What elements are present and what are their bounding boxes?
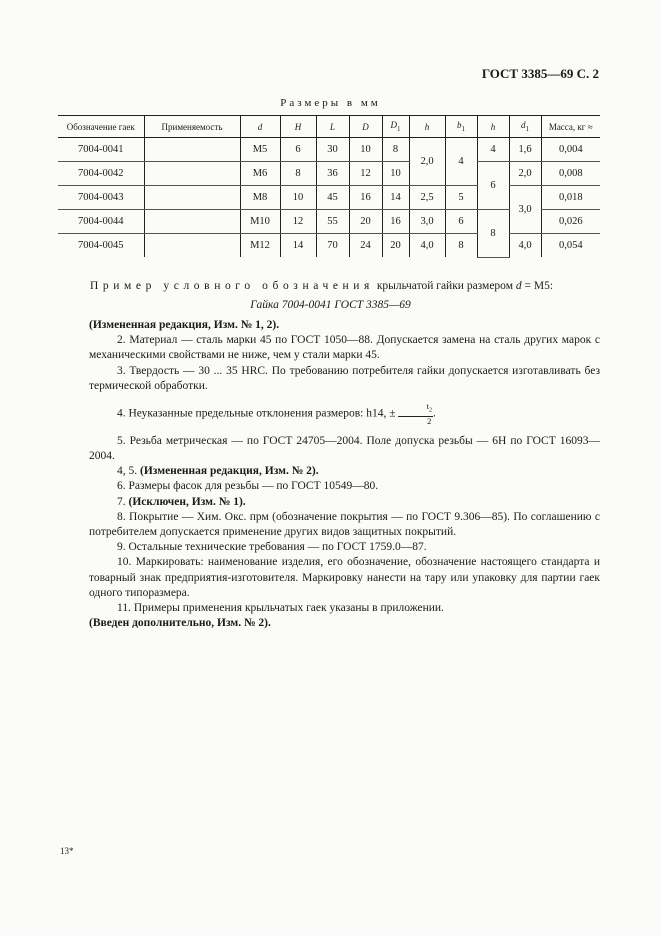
cell-d: M5 bbox=[240, 138, 280, 162]
cell-H: 12 bbox=[280, 210, 316, 234]
col-D1-sub: 1 bbox=[397, 124, 401, 133]
cell-b1: 6 bbox=[445, 210, 477, 234]
cell-h-second: 4 bbox=[477, 138, 509, 162]
example-designation: Гайка 7004-0041 ГОСТ 3385—69 bbox=[250, 299, 411, 311]
paragraph-4-text: 4. Неуказанные предельные отклонения размеров: h14, ± bbox=[117, 407, 396, 420]
table-header-row bbox=[58, 116, 600, 138]
cell-mass: 0,004 bbox=[541, 138, 600, 162]
paragraph-9: 9. Остальные технические требования — по ГОСТ 1759.0—87. bbox=[117, 541, 427, 554]
cell-D: 10 bbox=[349, 138, 382, 162]
cell-mass: 0,018 bbox=[541, 186, 600, 210]
col-H: H bbox=[280, 116, 316, 138]
paragraph-4-end: . bbox=[432, 407, 436, 420]
cell-applicability bbox=[144, 162, 240, 186]
paragraph-3: 3. Твердость — 30 ... 35 HRC. По требованию потребителя гайки допускается изготавливать без термической обработки. bbox=[89, 364, 600, 392]
cell-b1: 5 bbox=[445, 186, 477, 210]
cell-applicability bbox=[144, 186, 240, 210]
added-note: (Введен дополнительно, Изм. № 2). bbox=[89, 617, 271, 630]
cell-mass: 0,054 bbox=[541, 234, 600, 258]
cell-L: 55 bbox=[316, 210, 349, 234]
cell-D1: 10 bbox=[382, 162, 409, 186]
paragraph-6: 6. Размеры фасок для резьбы — по ГОСТ 10549—80. bbox=[117, 480, 379, 493]
col-d: d bbox=[240, 116, 280, 138]
cell-d1: 3,0 bbox=[509, 186, 541, 234]
example-text-after: = M5: bbox=[521, 280, 554, 292]
cell-D1: 16 bbox=[382, 210, 409, 234]
table-row bbox=[58, 186, 600, 210]
requirements-text bbox=[89, 318, 600, 631]
fraction-denominator: 2 bbox=[427, 415, 432, 426]
cell-h-first: 2,5 bbox=[409, 186, 445, 210]
cell-d: M12 bbox=[240, 234, 280, 258]
paragraph-7-num: 7. bbox=[117, 495, 126, 508]
col-b1-base: b bbox=[457, 120, 462, 131]
fraction-numerator bbox=[398, 402, 433, 417]
col-h-first: h bbox=[409, 116, 445, 138]
cell-D1: 14 bbox=[382, 186, 409, 210]
paragraph-4-5-note bbox=[89, 464, 600, 479]
revision-note: (Измененная редакция, Изм. № 1, 2). bbox=[89, 319, 280, 331]
fraction-numerator-var: t bbox=[426, 401, 429, 412]
col-d1-sub: 1 bbox=[525, 124, 529, 133]
cell-D1: 20 bbox=[382, 234, 409, 258]
col-applicability: Применяемость bbox=[144, 116, 240, 138]
cell-L: 30 bbox=[316, 138, 349, 162]
paragraph-2: 2. Материал — сталь марки 45 по ГОСТ 1050—88. Допускается замена на сталь других марок с механическими свойствами не ниже, чем у стали марки 45. bbox=[89, 334, 600, 362]
cell-d: M10 bbox=[240, 210, 280, 234]
paragraph-5: 5. Резьба метрическая — по ГОСТ 24705—2004. Поле допуска резьбы — 6H по ГОСТ 16093—2004. bbox=[89, 434, 600, 462]
cell-H: 8 bbox=[280, 162, 316, 186]
cell-h-first: 3,0 bbox=[409, 210, 445, 234]
cell-L: 70 bbox=[316, 234, 349, 258]
paragraph-8: 8. Покрытие — Хим. Окс. прм (обозначение покрытия — по ГОСТ 9.306—85). По соглашению с потребителем допускается применение других видов защитных покрытий. bbox=[89, 510, 600, 538]
cell-mass: 0,008 bbox=[541, 162, 600, 186]
col-mass: Масса, кг ≈ bbox=[541, 116, 600, 138]
cell-D: 24 bbox=[349, 234, 382, 258]
dimensions-table bbox=[58, 115, 600, 258]
paragraph-7-excluded: (Исключен, Изм. № 1). bbox=[128, 495, 246, 508]
tolerance-fraction bbox=[398, 402, 433, 426]
paragraph-4-5-num: 4, 5. bbox=[117, 465, 138, 478]
col-b1-sub: 1 bbox=[461, 124, 465, 133]
col-L: L bbox=[316, 116, 349, 138]
page-mark: 13* bbox=[60, 846, 74, 856]
cell-H: 14 bbox=[280, 234, 316, 258]
cell-D: 16 bbox=[349, 186, 382, 210]
cell-L: 45 bbox=[316, 186, 349, 210]
page-header: ГОСТ 3385—69 С. 2 bbox=[481, 66, 599, 81]
paragraph-4 bbox=[89, 402, 600, 426]
paragraph-11: 11. Примеры применения крыльчатых гаек указаны в приложении. bbox=[117, 601, 444, 614]
fraction-numerator-sub: 2 bbox=[428, 407, 432, 414]
cell-designation: 7004-0045 bbox=[78, 240, 124, 251]
table-row bbox=[58, 162, 600, 186]
col-D: D bbox=[349, 116, 382, 138]
example-line bbox=[90, 280, 553, 292]
cell-mass: 0,026 bbox=[541, 210, 600, 234]
cell-D1: 8 bbox=[382, 138, 409, 162]
paragraph-10: 10. Маркировать: наименование изделия, его обозначение, обозначение настоящего стандарта и товарный знак предприятия-изготовителя. Маркировку нанести на тару или упаковку для партии гаек одного типоразмера. bbox=[89, 556, 600, 599]
cell-h-first: 4,0 bbox=[409, 234, 445, 258]
table-caption: Размеры в мм bbox=[280, 97, 381, 109]
cell-d1: 1,6 bbox=[509, 138, 541, 162]
table-row bbox=[58, 138, 600, 162]
cell-designation: 7004-0044 bbox=[58, 210, 144, 234]
col-D1 bbox=[382, 116, 409, 138]
cell-h-second: 8 bbox=[477, 210, 509, 258]
table-row bbox=[58, 234, 600, 258]
col-d1 bbox=[509, 116, 541, 138]
col-b1 bbox=[445, 116, 477, 138]
cell-designation: 7004-0043 bbox=[58, 186, 144, 210]
cell-designation: 7004-0041 bbox=[58, 138, 144, 162]
cell-H: 10 bbox=[280, 186, 316, 210]
cell-applicability bbox=[144, 234, 240, 258]
example-var: d bbox=[515, 280, 522, 292]
cell-d: M6 bbox=[240, 162, 280, 186]
example-text-before: крыльчатой гайки размером bbox=[373, 280, 516, 292]
cell-h-first: 2,0 bbox=[409, 138, 445, 186]
cell-L: 36 bbox=[316, 162, 349, 186]
col-D1-base: D bbox=[390, 120, 397, 131]
cell-b1: 8 bbox=[445, 234, 477, 258]
cell-d1: 2,0 bbox=[509, 162, 541, 186]
col-designation: Обозначение гаек bbox=[58, 116, 144, 138]
paragraph-4-5-revision: (Измененная редакция, Изм. № 2). bbox=[140, 465, 319, 478]
col-d1-base: d bbox=[521, 120, 526, 131]
cell-applicability bbox=[144, 138, 240, 162]
cell-designation: 7004-0042 bbox=[58, 162, 144, 186]
col-h-second: h bbox=[477, 116, 509, 138]
cell-H: 6 bbox=[280, 138, 316, 162]
cell-d: M8 bbox=[240, 186, 280, 210]
cell-D: 12 bbox=[349, 162, 382, 186]
cell-D: 20 bbox=[349, 210, 382, 234]
cell-d1: 4,0 bbox=[509, 234, 541, 258]
example-lead: Пример условного обозначения bbox=[90, 280, 374, 292]
cell-h-second: 6 bbox=[477, 162, 509, 210]
cell-b1: 4 bbox=[445, 138, 477, 186]
paragraph-7 bbox=[89, 495, 600, 510]
cell-applicability bbox=[144, 210, 240, 234]
